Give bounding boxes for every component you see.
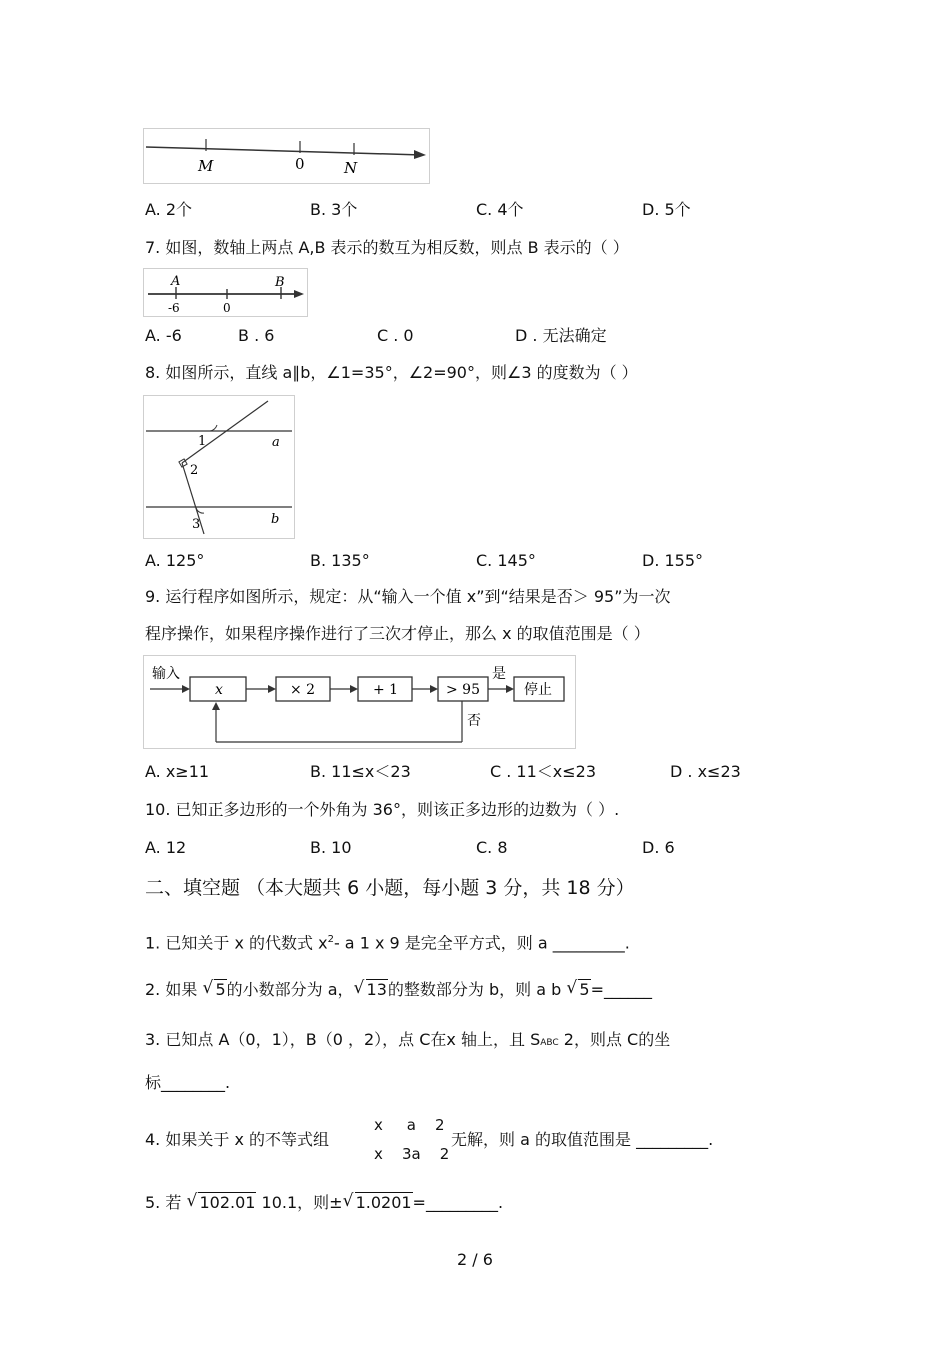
- fill-q4-rest: [451, 1130, 713, 1150]
- label-n: N: [344, 159, 358, 177]
- q10-option-b: B. 10: [310, 838, 352, 857]
- fill-q1: [145, 930, 630, 953]
- sqrt-5: √ 5: [202, 980, 226, 1000]
- fill-q1-text-b: - a 1 x 9 是完全平方式，则 a: [333, 933, 548, 953]
- fill-q1-blank[interactable]: _________: [552, 933, 625, 953]
- q8-stem: 8. 如图所示，直线 a∥b，∠1=35°，∠2=90°，则∠3 的度数为（ ）: [145, 363, 638, 382]
- fill-q4-text-b: 无解，则 a 的取值范围是: [451, 1130, 631, 1149]
- q10-option-d: D. 6: [642, 838, 675, 857]
- fill-q5-text-a: 5. 若: [145, 1193, 182, 1212]
- fill-q3-text-b: 2，则点 C的坐: [558, 1030, 671, 1049]
- q10-option-a: A. 12: [145, 838, 187, 857]
- label-a: A: [171, 274, 181, 289]
- page-number: 2 / 6: [457, 1250, 493, 1269]
- fill-q3-blank[interactable]: ________: [161, 1073, 226, 1092]
- fill-q1-end: .: [624, 933, 630, 953]
- fill-q4-blank[interactable]: _________: [636, 1130, 709, 1149]
- fill-q2: [145, 980, 652, 1000]
- q7-option-a: A. -6: [145, 326, 182, 345]
- sqrt-5-second: √ 5: [566, 980, 590, 1000]
- box-stop: 停止: [524, 682, 552, 698]
- fill-q2-text-a: 2. 如果: [145, 980, 198, 999]
- number-line-figure-ab: [143, 268, 308, 317]
- label-b: B: [275, 275, 285, 290]
- program-flowchart-figure: [143, 655, 576, 749]
- q9-option-c: C . 11＜x≤23: [490, 762, 597, 781]
- no-label: 否: [467, 713, 481, 729]
- q7-option-d: D . 无法确定: [515, 326, 607, 345]
- input-label: 输入: [152, 666, 180, 682]
- fill-q2-text-c: 的整数部分为 b，则 a b: [387, 980, 562, 999]
- label-m: M: [198, 157, 214, 175]
- fill-q3-text-a: 3. 已知点 A（0，1），B（0 ，2），点 C在x 轴上，且 S: [145, 1030, 541, 1049]
- q7-stem: 7. 如图，数轴上两点 A,B 表示的数互为相反数，则点 B 表示的（ ）: [145, 238, 629, 257]
- inequality-system-row2: x 3a 2: [374, 1145, 450, 1163]
- q9-stem-line2: 程序操作，如果程序操作进行了三次才停止，那么 x 的取值范围是（ ）: [145, 624, 650, 643]
- exponent: 2: [327, 934, 334, 945]
- fill-q3-end: .: [225, 1073, 231, 1092]
- sqrt-102-01: √ 102.01: [186, 1193, 256, 1213]
- fill-q2-blank[interactable]: ______: [603, 980, 652, 999]
- box-plus-1: + 1: [373, 682, 399, 698]
- inequality-system-row1: x a 2: [374, 1116, 445, 1134]
- fill-q3-line2-text: 标: [145, 1073, 162, 1092]
- label-zero: 0: [223, 301, 231, 315]
- fill-q5-text-c: =: [412, 1193, 426, 1212]
- q7-option-c: C . 0: [377, 326, 414, 345]
- line-b-label: b: [271, 512, 280, 527]
- fill-q4-end: .: [708, 1130, 714, 1149]
- sqrt-1-0201: √ 1.0201: [343, 1193, 413, 1213]
- q8-option-c: C. 145°: [476, 551, 536, 570]
- line-a-label: a: [272, 435, 280, 450]
- q8-option-d: D. 155°: [642, 551, 704, 570]
- label-zero: 0: [295, 155, 305, 173]
- q9-option-d: D . x≤23: [670, 762, 741, 781]
- box-gt-95: > 95: [446, 682, 480, 698]
- angle-3-label: 3: [192, 517, 201, 532]
- fill-q2-text-b: 的小数部分为 a，: [226, 980, 354, 999]
- q9-stem-line1: 9. 运行程序如图所示，规定：从“输入一个值 x”到“结果是否＞ 95”为一次: [145, 587, 671, 606]
- section-heading-fill-in: 二、填空题 （本大题共 6 小题，每小题 3 分，共 18 分）: [145, 877, 635, 899]
- q6-option-d: D. 5个: [642, 200, 691, 219]
- q6-option-b: B. 3个: [310, 200, 358, 219]
- fill-q3-line2: [145, 1073, 230, 1093]
- fill-q1-text-a: 1. 已知关于 x 的代数式 x: [145, 933, 328, 953]
- fill-q4-text-a: 4. 如果关于 x 的不等式组: [145, 1130, 329, 1149]
- angle-1-label: 1: [198, 434, 207, 449]
- label-neg6: -6: [168, 301, 180, 315]
- q9-option-a: A. x≥11: [145, 762, 210, 781]
- q9-option-b: B. 11≤x＜23: [310, 762, 411, 781]
- sqrt-13: √ 13: [354, 980, 388, 1000]
- fill-q5: [145, 1193, 503, 1213]
- fill-q5-end: .: [497, 1193, 504, 1212]
- parallel-lines-figure: [143, 395, 295, 539]
- yes-label: 是: [492, 666, 506, 682]
- fill-q5-text-b: 10.1，则±: [256, 1193, 343, 1212]
- q8-option-b: B. 135°: [310, 551, 370, 570]
- subscript-abc: ABC: [540, 1038, 559, 1048]
- fill-q3: [145, 1030, 670, 1053]
- fill-q5-blank[interactable]: _________: [425, 1193, 498, 1212]
- box-x: x: [215, 682, 223, 698]
- fill-q2-text-d: =: [590, 980, 604, 999]
- q6-option-a: A. 2个: [145, 200, 193, 219]
- q6-option-c: C. 4个: [476, 200, 524, 219]
- box-times-2: × 2: [290, 682, 316, 698]
- q8-option-a: A. 125°: [145, 551, 205, 570]
- number-line-figure-mn: [143, 128, 430, 184]
- angle-2-label: 2: [190, 463, 199, 478]
- q7-option-b: B . 6: [238, 326, 275, 345]
- q10-option-c: C. 8: [476, 838, 508, 857]
- q10-stem: 10. 已知正多边形的一个外角为 36°，则该正多边形的边数为（ ）.: [145, 800, 620, 819]
